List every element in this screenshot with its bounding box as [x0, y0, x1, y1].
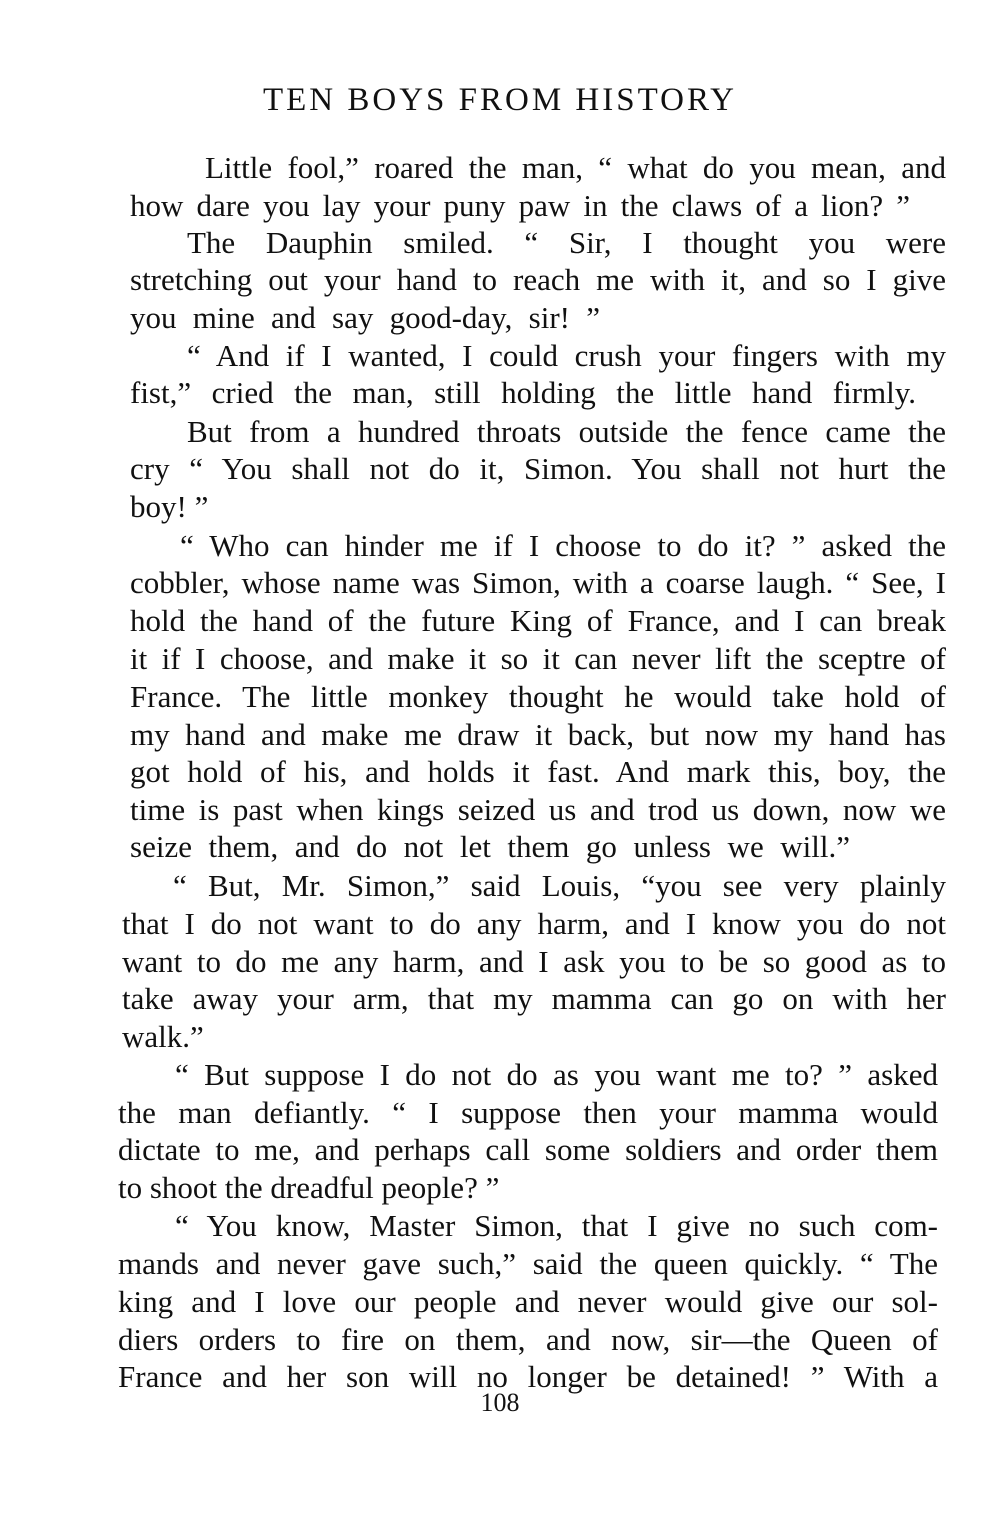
text-line: Little fool,” roared the man, “ what do you mean, and — [205, 150, 946, 185]
text-line: take away your arm, that my mamma can go on with her — [122, 981, 946, 1016]
page-number: 108 — [480, 1388, 520, 1417]
text-line: “ But suppose I do not do as you want me to? ” asked — [175, 1057, 938, 1092]
text-line: my hand and make me draw it back, but now my hand has — [130, 717, 946, 752]
text-line: “ But, Mr. Simon,” said Louis, “you see very plainly — [173, 868, 946, 903]
text-line: The Dauphin smiled. “ Sir, I thought you were — [187, 225, 946, 260]
text-line: hold the hand of the future King of France, and I can break — [130, 603, 946, 638]
text-line: fist,” cried the man, still holding the little hand firmly. — [130, 375, 916, 410]
text-line: boy! ” — [130, 489, 209, 524]
text-line: how dare you lay your puny paw in the claws of a lion? ” — [130, 188, 910, 223]
text-line: that I do not want to do any harm, and I know you do not — [122, 906, 946, 941]
text-line: mands and never gave such,” said the queen quickly. “ The — [118, 1246, 938, 1281]
text-line: want to do me any harm, and I ask you to be so good as to — [122, 944, 946, 979]
text-line: France and her son will no longer be detained! ” With a — [118, 1359, 938, 1394]
text-line: cobbler, whose name was Simon, with a coarse laugh. “ See, I — [130, 565, 946, 600]
text-line: diers orders to fire on them, and now, sir—the Queen of — [118, 1322, 938, 1357]
text-line: the man defiantly. “ I suppose then your mamma would — [118, 1095, 938, 1130]
text-line: France. The little monkey thought he would take hold of — [130, 679, 946, 714]
text-line: you mine and say good-day, sir! ” — [130, 300, 600, 335]
text-line: seize them, and do not let them go unless we will.” — [130, 829, 850, 864]
text-line: cry “ You shall not do it, Simon. You shall not hurt the — [130, 451, 946, 486]
text-line: stretching out your hand to reach me with it, and so I give — [130, 262, 946, 297]
text-line: got hold of his, and holds it fast. And mark this, boy, the — [130, 754, 946, 789]
text-line: “ You know, Master Simon, that I give no such com- — [175, 1208, 938, 1243]
running-head: TEN BOYS FROM HISTORY — [262, 82, 738, 118]
text-line: But from a hundred throats outside the fence came the — [187, 414, 946, 449]
text-line: “ Who can hinder me if I choose to do it? ” asked the — [180, 528, 946, 563]
text-line: walk.” — [122, 1019, 204, 1054]
text-line: “ And if I wanted, I could crush your fingers with my — [187, 338, 946, 373]
text-line: it if I choose, and make it so it can never lift the sceptre of — [130, 641, 946, 676]
text-line: time is past when kings seized us and trod us down, now we — [130, 792, 946, 827]
text-line: king and I love our people and never would give our sol- — [118, 1284, 938, 1319]
text-line: to shoot the dreadful people? ” — [118, 1170, 500, 1205]
text-line: dictate to me, and perhaps call some soldiers and order them — [118, 1132, 938, 1167]
